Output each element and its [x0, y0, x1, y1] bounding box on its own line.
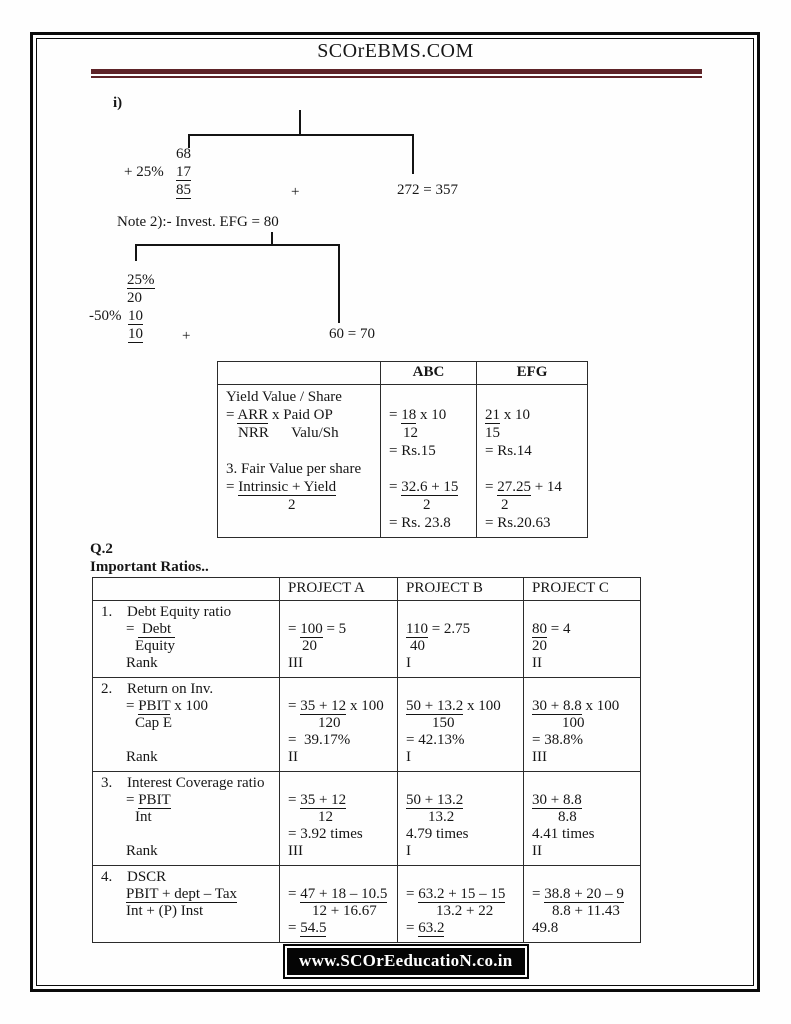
project-a-cell — [280, 678, 398, 772]
table2-header-project-b: PROJECT B — [398, 578, 524, 601]
ratio-row-dscr — [93, 866, 641, 943]
calc-line: 4.41 times — [532, 826, 595, 842]
rank-label: Rank — [126, 843, 158, 859]
calc-line: = 3.92 times — [288, 826, 363, 842]
label-line: 4. DSCR — [101, 869, 167, 885]
tree1-pct-label: + 25% — [124, 164, 164, 180]
rank-value: II — [532, 655, 542, 671]
table1-header-row — [218, 362, 588, 385]
note2-text: Note 2):- Invest. EFG = 80 — [117, 214, 279, 230]
project-b-cell — [398, 601, 524, 678]
tree1-branch-bar — [188, 134, 414, 136]
calc-line: = 35 + 12 — [288, 792, 347, 808]
tree2-left-drop-line — [135, 244, 137, 261]
table2-header-project-c: PROJECT C — [524, 578, 641, 601]
project-c-cell — [524, 678, 641, 772]
label-line: = PBIT — [126, 792, 171, 808]
calc-line: 100 — [562, 715, 585, 731]
section-label-i: i) — [113, 95, 123, 111]
tree2-subtotal: 10 — [128, 326, 143, 342]
tree2-branch-bar — [135, 244, 340, 246]
calc-line: = 63.2 — [406, 920, 445, 936]
calc-line: 110 = 2.75 — [406, 621, 471, 637]
calc-line: 15 — [485, 425, 500, 441]
calc-line: = 63.2 + 15 – 15 — [406, 886, 506, 902]
footer-plate — [283, 944, 529, 979]
label-line: Cap E — [135, 715, 173, 731]
calc-line: 12 + 16.67 — [312, 903, 377, 919]
tree2-pct: 25% — [127, 272, 155, 288]
rank-value: II — [532, 843, 542, 859]
project-b-cell — [398, 678, 524, 772]
tree2-base: 20 — [127, 290, 142, 306]
label-line: Int + (P) Inst — [126, 903, 204, 919]
table1-empty-header-cell — [218, 362, 381, 385]
ratio-label-cell — [93, 678, 280, 772]
question-subtitle: Important Ratios.. — [90, 559, 209, 575]
important-ratios-table — [92, 577, 641, 943]
calc-line: = Rs.15 — [389, 443, 436, 459]
tree2-plus-sign: + — [182, 328, 191, 344]
calc-line: = 35 + 12 x 100 — [288, 698, 384, 714]
table2-header-row — [93, 578, 641, 601]
table1-efg-cell — [477, 385, 588, 538]
calc-line: = 47 + 18 – 10.5 — [288, 886, 388, 902]
calc-line: 8.8 — [558, 809, 577, 825]
label-line: 1. Debt Equity ratio — [101, 604, 232, 620]
label-line: 2. Return on Inv. — [101, 681, 214, 697]
label-line: = PBIT x 100 — [126, 698, 208, 714]
tree1-plus-sign: + — [291, 184, 300, 200]
table1-label-cell — [218, 385, 381, 538]
calc-line: 2 — [501, 497, 509, 513]
calc-line: = 27.25 + 14 — [485, 479, 562, 495]
calc-line: = Rs.14 — [485, 443, 532, 459]
calc-line: 30 + 8.8 — [532, 792, 582, 808]
tree1-value-68: 68 — [176, 146, 191, 162]
tree2-neg-value: 10 — [128, 308, 143, 324]
calc-line: = 39.17% — [288, 732, 351, 748]
ratio-label-cell — [93, 772, 280, 866]
label-line: = Debt — [126, 621, 175, 637]
label-line: = ARR x Paid OP — [226, 407, 333, 423]
calc-line: = 32.6 + 15 — [389, 479, 459, 495]
calc-line: 12 — [403, 425, 418, 441]
calc-line: 30 + 8.8 x 100 — [532, 698, 620, 714]
project-b-cell — [398, 866, 524, 943]
label-line: Equity — [135, 638, 175, 654]
calc-line: 50 + 13.2 x 100 — [406, 698, 501, 714]
label-line: 2 — [288, 497, 296, 513]
calc-line: 2 — [423, 497, 431, 513]
calc-line: = 38.8 + 20 – 9 — [532, 886, 624, 902]
question-number: Q.2 — [90, 541, 113, 557]
ratio-label-cell — [93, 866, 280, 943]
calc-line: 12 — [318, 809, 333, 825]
calc-line: 20 — [532, 638, 547, 654]
ratio-row-interest-coverage — [93, 772, 641, 866]
label-line: Int — [135, 809, 152, 825]
calc-line: 50 + 13.2 — [406, 792, 464, 808]
calc-line: 49.8 — [532, 920, 559, 936]
table1-header-abc: ABC — [381, 362, 477, 385]
tree2-neg-label: -50% — [89, 308, 122, 324]
rank-value: III — [288, 843, 303, 859]
yield-value-table — [217, 361, 588, 538]
calc-line: 21 x 10 — [485, 407, 530, 423]
calc-line: = Rs.20.63 — [485, 515, 551, 531]
rank-label: Rank — [126, 655, 158, 671]
tree1-value-17: 17 — [176, 164, 191, 180]
calc-line: 120 — [318, 715, 341, 731]
ratio-row-debt-equity — [93, 601, 641, 678]
tree2-right-drop-line — [338, 244, 340, 323]
calc-line: = Rs. 23.8 — [389, 515, 451, 531]
tree1-right-drop-line — [412, 134, 414, 174]
ratio-row-return-on-investment — [93, 678, 641, 772]
table1-body-row — [218, 385, 588, 538]
rank-value: I — [406, 749, 411, 765]
project-b-cell — [398, 772, 524, 866]
calc-line: 150 — [432, 715, 455, 731]
tree1-stem-line — [299, 110, 301, 136]
calc-line: 80 = 4 — [532, 621, 571, 637]
label-line: Yield Value / Share — [226, 389, 342, 405]
label-line: = Intrinsic + Yield — [226, 479, 337, 495]
calc-line: = 54.5 — [288, 920, 327, 936]
calc-line: 13.2 — [428, 809, 455, 825]
rank-value: III — [288, 655, 303, 671]
label-line: PBIT + dept – Tax — [126, 886, 238, 902]
calc-line: = 42.13% — [406, 732, 465, 748]
table2-header-project-a: PROJECT A — [280, 578, 398, 601]
tree1-result: 272 = 357 — [397, 182, 458, 198]
project-a-cell — [280, 601, 398, 678]
tree1-subtotal-85: 85 — [176, 182, 191, 198]
calc-line: 13.2 + 22 — [436, 903, 494, 919]
calc-line: 8.8 + 11.43 — [552, 903, 620, 919]
rank-value: III — [532, 749, 547, 765]
footer-site-url: www.SCOrEeducatioN.co.in — [287, 948, 525, 975]
rank-value: II — [288, 749, 298, 765]
project-c-cell — [524, 601, 641, 678]
calc-line: = 38.8% — [532, 732, 583, 748]
table1-abc-cell — [381, 385, 477, 538]
label-line: 3. Fair Value per share — [226, 461, 362, 477]
calc-line: = 100 = 5 — [288, 621, 347, 637]
calc-line: 20 — [302, 638, 317, 654]
project-a-cell — [280, 866, 398, 943]
calc-line: 40 — [410, 638, 425, 654]
tree2-result: 60 = 70 — [329, 326, 375, 342]
calc-line: = 18 x 10 — [389, 407, 447, 423]
rank-value: I — [406, 655, 411, 671]
project-c-cell — [524, 866, 641, 943]
header-rule-thick — [91, 69, 702, 74]
site-title: SCOrEBMS.COM — [317, 40, 474, 62]
header-rule-thin — [91, 76, 702, 78]
table2-empty-header-cell — [93, 578, 280, 601]
project-a-cell — [280, 772, 398, 866]
calc-line: 4.79 times — [406, 826, 469, 842]
rank-label: Rank — [126, 749, 158, 765]
rank-value: I — [406, 843, 411, 859]
label-line: 3. Interest Coverage ratio — [101, 775, 265, 791]
ratio-label-cell — [93, 601, 280, 678]
label-line: NRR Valu/Sh — [238, 425, 339, 441]
table1-header-efg: EFG — [477, 362, 588, 385]
project-c-cell — [524, 772, 641, 866]
